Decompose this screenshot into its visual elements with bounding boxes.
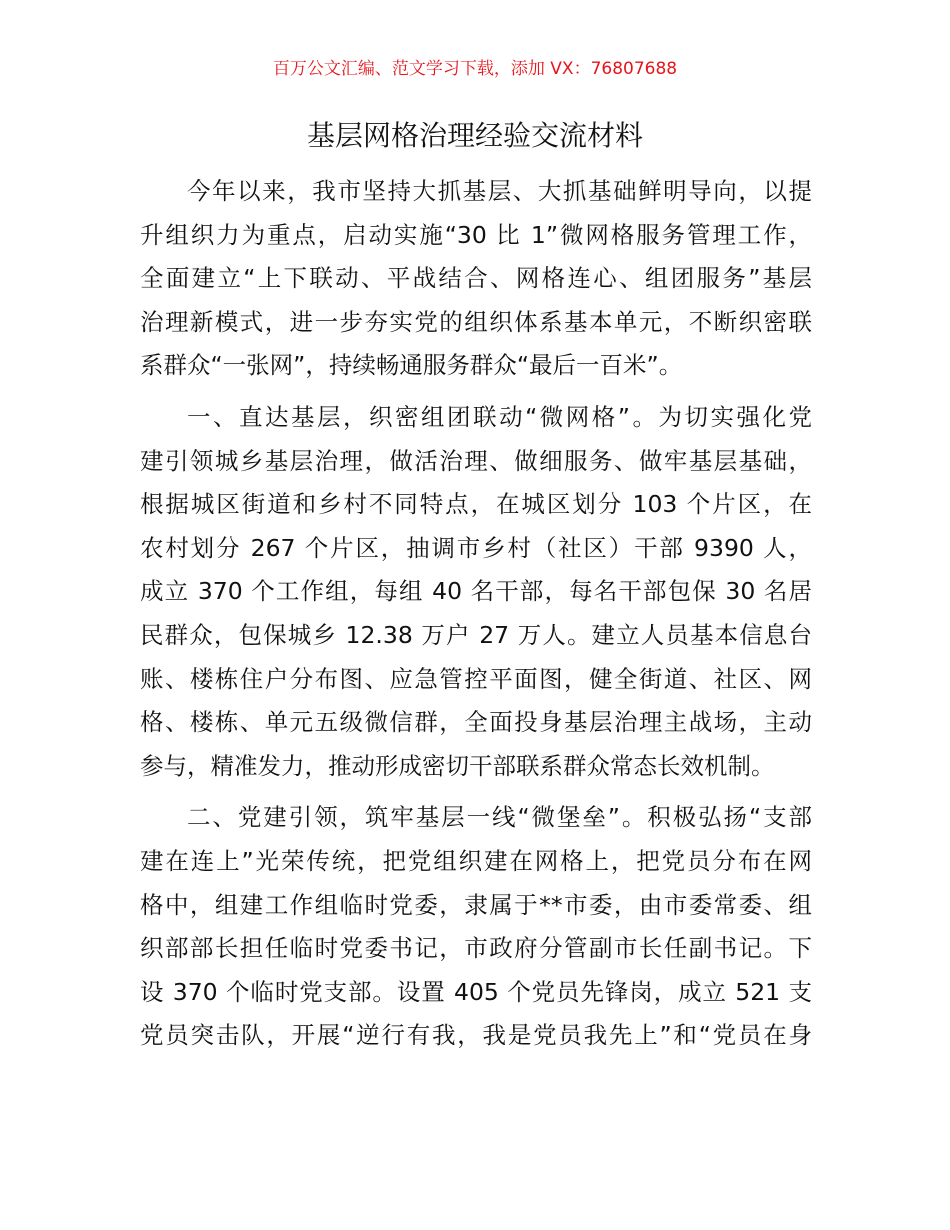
text-line: 成立 370 个工作组，每组 40 名干部，每名干部包保 30 名居 xyxy=(140,577,812,606)
text-line: 民群众，包保城乡 12.38 万户 27 万人。建立人员基本信息台 xyxy=(140,620,812,649)
paragraph-intro xyxy=(140,170,812,388)
text-line: 格中，组建工作组临时党委，隶属于**市委，由市委常委、组 xyxy=(140,890,812,919)
text-line: 格、楼栋、单元五级微信群，全面投身基层治理主战场，主动 xyxy=(140,708,812,737)
text-line: 农村划分 267 个片区，抽调市乡村（社区）干部 9390 人， xyxy=(140,533,812,562)
paragraph-section-1 xyxy=(140,396,812,788)
text-line: 织部部长担任临时党委书记，市政府分管副市长任副书记。下 xyxy=(140,934,812,963)
text-line: 设 370 个临时党支部。设置 405 个党员先锋岗，成立 521 支 xyxy=(140,977,812,1006)
text-line: 党员突击队，开展“逆行有我，我是党员我先上”和“党员在身 xyxy=(140,1021,812,1050)
text-line: 治理新模式，进一步夯实党的组织体系基本单元，不断织密联 xyxy=(140,307,812,336)
text-line: 二、党建引领，筑牢基层一线“微堡垒”。积极弘扬“支部 xyxy=(187,803,812,832)
text-line: 根据城区街道和乡村不同特点，在城区划分 103 个片区，在 xyxy=(140,490,812,519)
text-line: 升组织力为重点，启动实施“30 比 1”微网格服务管理工作， xyxy=(140,220,812,249)
text-line: 系群众“一张网”，持续畅通服务群众“最后一百米”。 xyxy=(140,351,683,380)
text-line: 全面建立“上下联动、平战结合、网格连心、组团服务”基层 xyxy=(140,264,812,293)
text-line: 今年以来，我市坚持大抓基层、大抓基础鲜明导向，以提 xyxy=(187,177,812,205)
text-line: 建引领城乡基层治理，做活治理、做细服务、做牢基层基础， xyxy=(140,446,812,475)
document-body xyxy=(140,170,812,1066)
document-title: 基层网格治理经验交流材料 xyxy=(306,119,643,152)
text-line: 账、楼栋住户分布图、应急管控平面图，健全街道、社区、网 xyxy=(140,664,812,693)
text-line: 建在连上”光荣传统，把党组织建在网格上，把党员分布在网 xyxy=(140,846,812,875)
text-line: 一、直达基层，织密组团联动“微网格”。为切实强化党 xyxy=(187,402,812,431)
paragraph-section-2 xyxy=(140,796,812,1058)
text-line: 参与，精准发力，推动形成密切干部联系群众常态长效机制。 xyxy=(140,751,775,780)
download-promo-note: 百万公文汇编、范文学习下载，添加 VX：76807688 xyxy=(272,59,678,79)
